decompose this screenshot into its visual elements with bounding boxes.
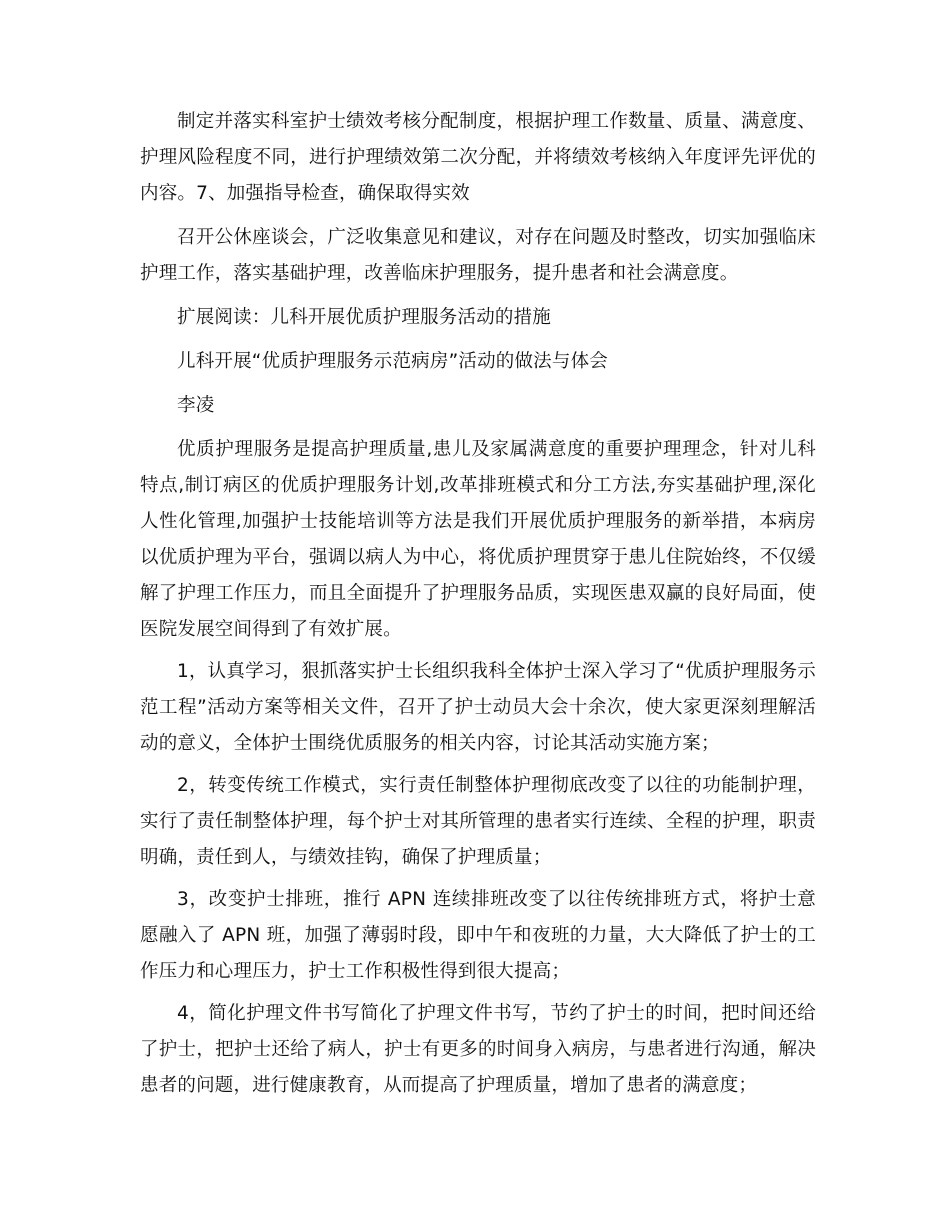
paragraph-forum: 召开公休座谈会，广泛收集意见和建议，对存在问题及时整改，切实加强临床护理工作，落实基础护理，改善临床护理服务，提升患者和社会满意度。 [140,227,816,284]
paragraph-item-2: 2，转变传统工作模式，实行责任制整体护理彻底改变了以往的功能制护理，实行了责任制整体护理，每个护士对其所管理的患者实行连续、全程的护理，职责明确，责任到人，与绩效挂钩，确保了护理质量； [140,775,816,868]
document-body [140,104,816,1104]
paragraph-intro: 优质护理服务是提高护理质量,患儿及家属满意度的重要护理理念，针对儿科特点,制订病区的优质护理服务计划,改革排班模式和分工方法,夯实基础护理,深化人性化管理,加强护士技能培训等方法是我们开展优质护理服务的新举措，本病房以优质护理为平台，强调以病人为中心，将优质护理贯穿于患儿住院始终，不仅缓解了护理工作压力，而且全面提升了护理服务品质，实现医患双赢的良好局面，使医院发展空间得到了有效扩展。 [140,439,816,640]
paragraph-item-1: 1，认真学习，狠抓落实护士长组织我科全体护士深入学习了“优质护理服务示范工程”活动方案等相关文件，召开了护士动员大会十余次，使大家更深刻理解活动的意义，全体护士围绕优质服务的相关内容，讨论其活动实施方案； [140,661,816,754]
article-author: 李凌 [177,395,215,416]
paragraph-item-3: 3，改变护士排班，推行 APN 连续排班改变了以往传统排班方式，将护士意愿融入了 APN 班，加强了薄弱时段，即中午和夜班的力量，大大降低了护士的工作压力和心理压力，护士工作积极性得到很大提高； [140,889,816,982]
paragraph-performance-system: 制定并落实科室护士绩效考核分配制度，根据护理工作数量、质量、满意度、护理风险程度不同，进行护理绩效第二次分配，并将绩效考核纳入年度评先评优的内容。7、加强指导检查，确保取得实效 [140,111,816,204]
paragraph-extended-reading: 扩展阅读：儿科开展优质护理服务活动的措施 [177,307,552,328]
article-title: 儿科开展“优质护理服务示范病房”活动的做法与体会 [177,351,608,372]
paragraph-item-4: 4，简化护理文件书写简化了护理文件书写，节约了护士的时间，把时间还给了护士，把护士还给了病人，护士有更多的时间身入病房，与患者进行沟通，解决患者的问题，进行健康教育，从而提高了护理质量，增加了患者的满意度； [140,1003,816,1096]
